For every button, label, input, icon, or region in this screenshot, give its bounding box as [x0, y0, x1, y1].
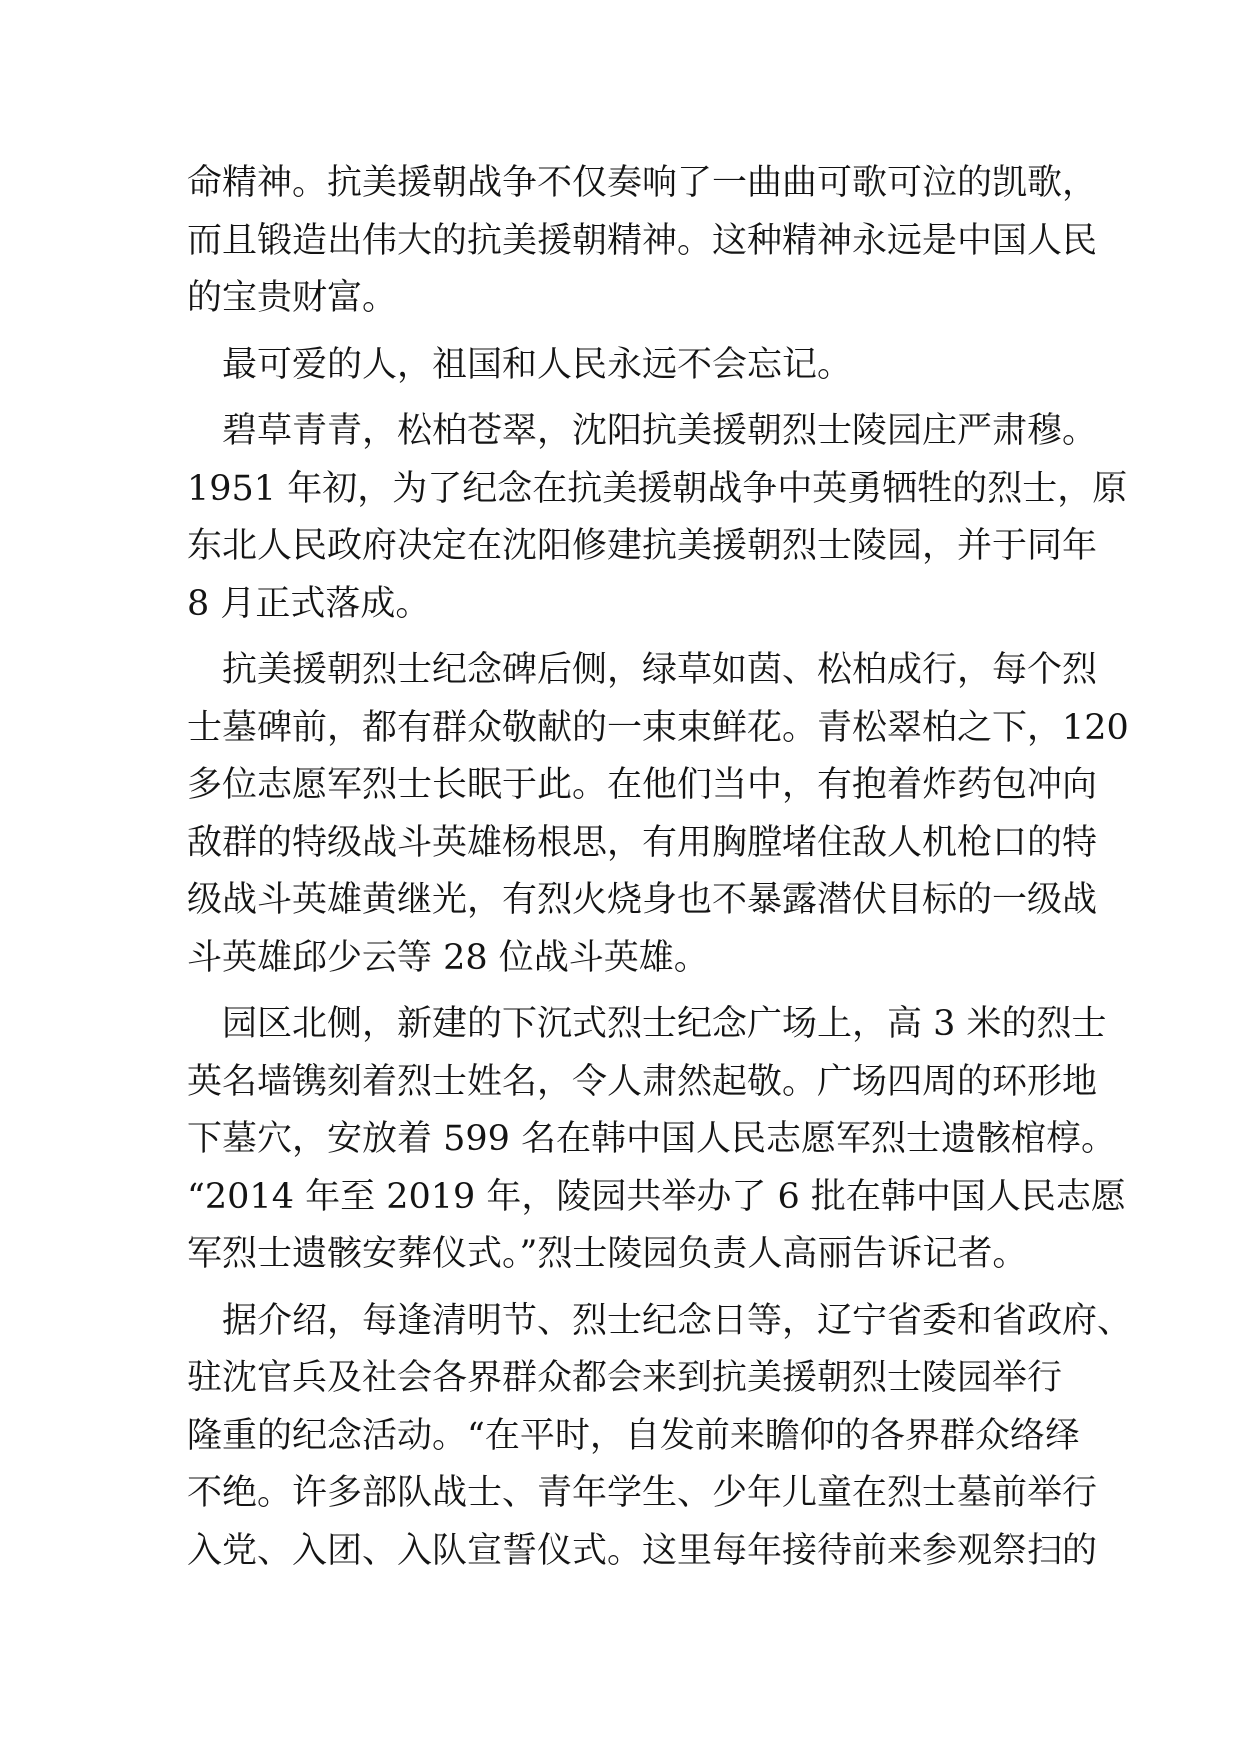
text-line: 入党、入团、入队宣誓仪式。这里每年接待前来参观祭扫的: [187, 1530, 1098, 1571]
body-text: [187, 155, 1133, 1580]
paragraph: [187, 1293, 1133, 1581]
text-line: 下墓穴，安放着 599 名在韩中国人民志愿军烈士遗骸棺椁。: [187, 1119, 1117, 1159]
text-line: 驻沈官兵及社会各界群众都会来到抗美援朝烈士陵园举行: [187, 1358, 1063, 1398]
text-line: 英名墙镌刻着烈士姓名，令人肃然起敬。广场四周的环形地: [187, 1061, 1098, 1102]
text-line: 命精神。抗美援朝战争不仅奏响了一曲曲可歌可泣的凯歌，: [187, 163, 1098, 203]
paragraph: [187, 337, 1057, 395]
text-line: 1951 年初，为了纪念在抗美援朝战争中英勇牺牲的烈士，原: [187, 468, 1128, 509]
paragraph: [187, 155, 1098, 328]
text-line: 隆重的纪念活动。“在平时，自发前来瞻仰的各界群众络绎: [187, 1415, 1080, 1456]
text-line: 军烈士遗骸安葬仪式。”烈士陵园负责人高丽告诉记者。: [187, 1234, 1028, 1274]
text-line: 多位志愿军烈士长眠于此。在他们当中，有抱着炸药包冲向: [187, 765, 1098, 805]
text-line: 的宝贵财富。: [187, 278, 398, 318]
text-line: 级战斗英雄黄继光，有烈火烧身也不暴露潜伏目标的一级战: [187, 880, 1098, 920]
text-line: 园区北侧，新建的下沉式烈士纪念广场上，高 3 米的烈士: [222, 1004, 1107, 1044]
paragraph: [187, 403, 1128, 633]
text-line: 抗美援朝烈士纪念碑后侧，绿草如茵、松柏成行，每个烈: [222, 650, 1098, 690]
text-line: 8 月正式落成。: [187, 583, 431, 624]
text-line: 不绝。许多部队战士、青年学生、少年儿童在烈士墓前举行: [187, 1473, 1098, 1513]
paragraph: [187, 642, 1129, 987]
text-line: 而且锻造出伟大的抗美援朝精神。这种精神永远是中国人民: [187, 220, 1098, 261]
text-line: 碧草青青，松柏苍翠，沈阳抗美援朝烈士陵园庄严肃穆。: [222, 411, 1098, 451]
text-line: 最可爱的人，祖国和人民永远不会忘记。: [222, 344, 853, 385]
text-line: 斗英雄邱少云等 28 位战斗英雄。: [187, 937, 709, 978]
paragraph: [187, 996, 1126, 1284]
text-line: 敌群的特级战斗英雄杨根思，有用胸膛堵住敌人机枪口的特: [187, 822, 1098, 863]
text-line: 士墓碑前，都有群众敬献的一束束鲜花。青松翠柏之下，120: [187, 707, 1129, 748]
text-line: 东北人民政府决定在沈阳修建抗美援朝烈士陵园，并于同年: [187, 526, 1098, 566]
text-line: “2014 年至 2019 年，陵园共举办了 6 批在韩中国人民志愿: [187, 1176, 1126, 1217]
text-line: 据介绍，每逢清明节、烈士纪念日等，辽宁省委和省政府、: [222, 1300, 1133, 1341]
